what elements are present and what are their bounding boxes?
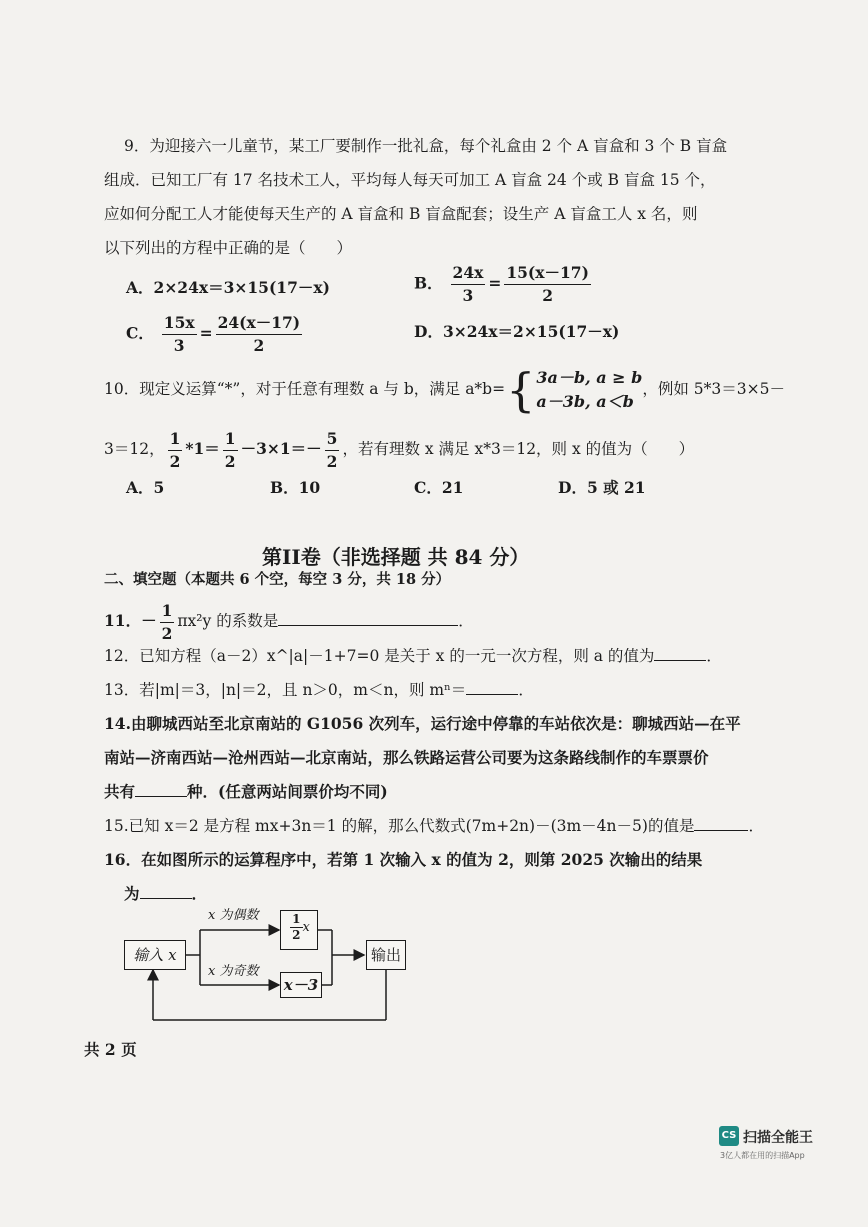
page-number: 共 2 页: [84, 1040, 137, 1059]
camscanner-logo-icon: CS: [719, 1126, 739, 1146]
flow-minus-box: x－3: [280, 972, 322, 998]
q9-option-c: C． $\frac{15x}{3}$ = $\frac{24(x-17)}{2}$: [126, 313, 301, 355]
q9-option-a: A．2×24x＝3×15(17－x): [126, 278, 330, 297]
flow-output-box: 输出: [366, 940, 406, 970]
flow-odd-label: x 为奇数: [208, 964, 259, 979]
q10-cases: 3a－b, a ≥ b a－3b, a＜b: [536, 368, 643, 411]
scanner-app-name: 扫描全能王: [743, 1130, 813, 1146]
q13: 13．若|m|＝3，|n|＝2，且 n＞0，m＜n，则 mⁿ＝ ．: [104, 681, 534, 699]
q10-option-a: A．5: [126, 478, 165, 497]
q12: 12．已知方程（a－2）x^|a|－1+7=0 是关于 x 的一元一次方程，则 a 的值为 ．: [104, 647, 722, 665]
q11: 11．－ $\frac{1}{2}$ πx²y 的系数是 ．: [104, 600, 474, 643]
q10-line-1: 10．现定义运算“*”，对于任意有理数 a 与 b，满足 a*b={ 3a－b, a ≥ b a－3b, a＜b ，例如 5*3＝3×5－: [104, 363, 785, 417]
flow-input-box: 输入 x: [124, 940, 186, 970]
q16-line-1: 16．在如图所示的运算程序中，若第 1 次输入 x 的值为 2，则第 2025 次输出的结果: [104, 850, 703, 869]
q9-option-b-fraction-left: $\frac{24x}{3}$: [452, 263, 484, 305]
q9-option-b-fraction-right: $\frac{15(x-17)}{2}$: [506, 263, 589, 305]
q9-option-c-fraction-left: $\frac{15x}{3}$: [163, 313, 195, 355]
q9-option-b: B． $\frac{24x}{3}$ = $\frac{15(x-17)}{2}$: [414, 263, 589, 305]
q14-line-2: 南站—济南西站—沧州西站—北京南站，那么铁路运营公司要为这条路线制作的车票票价: [104, 748, 709, 767]
q9-option-a-equation: 2×24x＝3×15(17－x): [153, 278, 330, 297]
q16-line-2: 为 ．: [124, 884, 208, 903]
q9-line-4: 以下列出的方程中正确的是（ ）: [104, 239, 353, 257]
flow-even-label: x 为偶数: [208, 908, 259, 923]
q14-line-1: 14.由聊城西站至北京南站的 G1056 次列车，运行途中停靠的车站依次是：聊城西站—在平: [104, 714, 741, 733]
q9-line-1: 9．为迎接六一儿童节，某工厂要制作一批礼盒，每个礼盒由 2 个 A 盲盒和 3 个 B 盲盒: [124, 137, 728, 155]
q10-option-d: D．5 或 21: [558, 478, 646, 497]
q10-line-2: 3＝12， $\frac{1}{2}$ *1＝ $\frac{1}{2}$ －3×1＝－ $\frac{5}{2}$ ，若有理数 x 满足 x*3＝12，则 x 的值为（ ）: [104, 428, 695, 471]
scanner-tagline: 3亿人都在用的扫描App: [720, 1151, 805, 1160]
part2-subtitle: 二、填空题（本题共 6 个空，每空 3 分，共 18 分）: [104, 571, 451, 588]
flow-half-box: $\frac{1}{2}$ x: [280, 910, 318, 950]
q15: 15.已知 x＝2 是方程 mx+3n＝1 的解，那么代数式(7m+2n)－(3m－4n－5)的值是 ．: [104, 817, 764, 835]
q9-line-3: 应如何分配工人才能使每天生产的 A 盲盒和 B 盲盒配套；设生产 A 盲盒工人 x 名，则: [104, 205, 698, 223]
q9-option-d: D．3×24x＝2×15(17－x): [414, 322, 620, 341]
q9-line-2: 组成．已知工厂有 17 名技术工人，平均每人每天可加工 A 盲盒 24 个或 B 盲盒 15 个，: [104, 171, 716, 189]
q9-option-d-equation: 3×24x＝2×15(17－x): [442, 322, 620, 341]
q10-option-b: B．10: [270, 478, 321, 497]
q10-brace: {: [506, 363, 536, 417]
q9-option-c-fraction-right: $\frac{24(x-17)}{2}$: [217, 313, 301, 355]
q10-option-c: C．21: [414, 478, 464, 497]
part2-title: 第II卷（非选择题 共 84 分）: [262, 545, 530, 569]
q14-line-3: 共有 种．(任意两站间票价均不同): [104, 782, 388, 801]
